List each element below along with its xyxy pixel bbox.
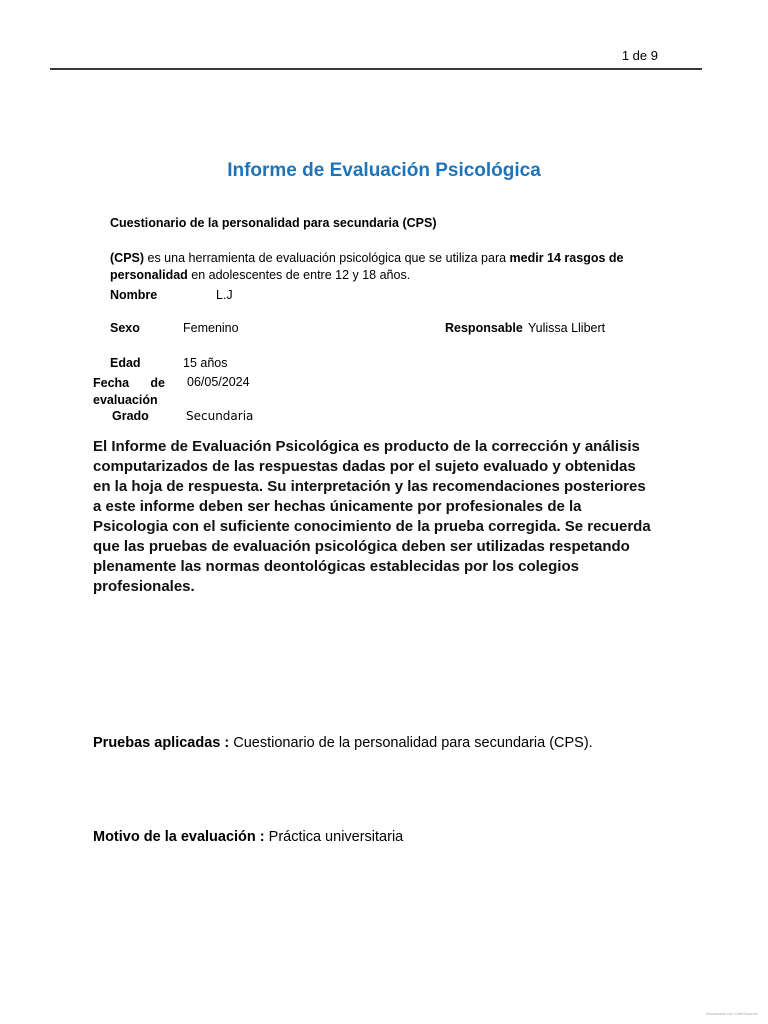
- responsable-label: Responsable: [445, 321, 523, 335]
- intro-text-1: es una herramienta de evaluación psicológica que se utiliza para: [144, 251, 510, 265]
- nombre-label: Nombre: [110, 288, 158, 302]
- edad-value: 15 años: [183, 356, 228, 370]
- header-rule: [50, 68, 702, 70]
- pruebas-label: Pruebas aplicadas :: [93, 735, 230, 751]
- pruebas-value: Cuestionario de la personalidad para secundaria (CPS).: [229, 735, 593, 751]
- grado-value: Secundaria: [186, 409, 254, 423]
- pruebas-aplicadas: [93, 735, 593, 751]
- motivo-evaluacion: [93, 829, 403, 845]
- sexo-value: Femenino: [183, 321, 239, 335]
- edad-label: Edad: [110, 356, 141, 370]
- page-number: 1 de 9: [621, 48, 658, 63]
- disclaimer-paragraph: El Informe de Evaluación Psicológica es producto de la corrección y análisis computarizados de las respuestas dadas por el sujeto evaluado y obtenidas en la hoja de respuesta. Su interpretación y las recomendaciones posteriores a este informe deben ser hechas únicamente por profesionales de la Psicologia con el suficiente conocimiento de la prueba corregida. Se recuerda que las pruebas de evaluación psicológica deben ser utilizadas respetando plenamente las normas deontológicas establecidas por los colegios profesionales.: [93, 438, 651, 595]
- motivo-value: Práctica universitaria: [264, 829, 404, 845]
- intro-bold-2: medir 14 rasgos de personalidad: [110, 251, 624, 282]
- grado-label: Grado: [112, 409, 149, 423]
- intro-text-3: en adolescentes de entre 12 y 18 años.: [187, 268, 411, 282]
- scanner-watermark: Escaneado con CamScanner: [705, 1011, 758, 1016]
- fecha-value: 06/05/2024: [187, 375, 250, 389]
- nombre-value: L.J: [216, 288, 233, 302]
- fecha-label-line1: Fecha de: [93, 376, 165, 390]
- responsable-value: Yulissa Llibert: [528, 321, 606, 335]
- test-subtitle: Cuestionario de la personalidad para secundaria (CPS): [110, 216, 437, 230]
- sexo-label: Sexo: [110, 321, 140, 335]
- fecha-label: [93, 375, 165, 409]
- fecha-label-line2: evaluación: [93, 393, 158, 407]
- intro-abbr: (CPS): [110, 251, 145, 265]
- intro-text: [110, 250, 650, 284]
- motivo-label: Motivo de la evaluación :: [93, 829, 265, 845]
- report-title: Informe de Evaluación Psicológica: [227, 160, 541, 181]
